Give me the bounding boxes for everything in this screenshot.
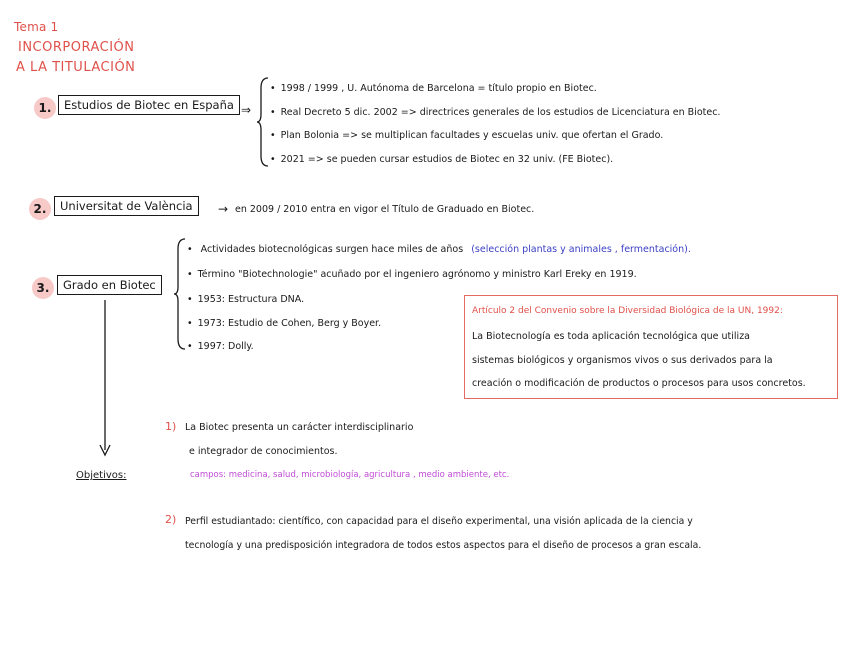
tema-label: Tema 1 — [14, 20, 59, 34]
objetivo2-number: 2) — [165, 513, 177, 526]
objetivo2-line1: Perfil estudiantado: científico, con capacidad para el diseño experimental, una visión aplicada de la ciencia y — [185, 516, 693, 527]
section1-item-3: • Plan Bolonia => se multiplican facultades y escuelas univ. que ofertan el Grado. — [270, 130, 663, 141]
section3-item-5: • 1997: Dolly. — [187, 341, 254, 352]
definition-line-2: sistemas biológicos y organismos vivos o sus derivados para la — [472, 355, 773, 366]
section3-item-4: • 1973: Estudio de Cohen, Berg y Boyer. — [187, 318, 381, 329]
section2-text: en 2009 / 2010 entra en vigor el Título de Graduado en Biotec. — [235, 204, 535, 215]
definition-line-3: creación o modificación de productos o procesos para usos concretos. — [472, 378, 806, 389]
objetivo2-line2: tecnología y una predisposición integradora de todos estos aspectos para el diseño de procesos a gran escala. — [185, 540, 702, 551]
section3-item-1 — [187, 244, 691, 255]
definition-line-1: La Biotecnología es toda aplicación tecnológica que utiliza — [472, 331, 751, 342]
objetivos-label: Objetivos: — [76, 470, 127, 481]
section3-item-1-paren: (selección plantas y animales , fermentación). — [471, 244, 691, 255]
down-arrow-icon — [98, 300, 112, 458]
section1-label-box: Estudios de Biotec en España — [58, 95, 240, 115]
section1-item-1: • 1998 / 1999 , U. Autónoma de Barcelona = título propio en Biotec. — [270, 83, 597, 94]
section2-label-box: Universitat de València — [54, 196, 199, 216]
section1-item-2: • Real Decreto 5 dic. 2002 => directrices generales de los estudios de Licenciatura en Biotec. — [270, 107, 720, 118]
page-title-line2: A LA TITULACIÓN — [16, 60, 136, 75]
section1-brace — [256, 76, 270, 168]
section3-item-2: • Término "Biotechnologie" acuñado por el ingeniero agrónomo y ministro Karl Ereky en 1919. — [187, 269, 637, 280]
objetivo1-campos: campos: medicina, salud, microbiología, agricultura , medio ambiente, etc. — [190, 470, 510, 480]
section3-item-1-main: Actividades biotecnológicas surgen hace miles de años — [200, 244, 464, 255]
section1-item-4: • 2021 => se pueden cursar estudios de Biotec en 32 univ. (FE Biotec). — [270, 154, 613, 165]
section2-number: 2. — [29, 198, 51, 220]
definition-title: Artículo 2 del Convenio sobre la Diversidad Biológica de la UN, 1992: — [472, 306, 783, 316]
section1-arrow: ⇒ — [241, 103, 252, 117]
page-title-line1: INCORPORACIÓN — [18, 40, 135, 55]
section1-number: 1. — [34, 97, 56, 119]
objetivo1-line2: e integrador de conocimientos. — [189, 446, 338, 457]
section3-number: 3. — [32, 277, 54, 299]
section2-arrow: → — [218, 202, 229, 216]
objetivo1-line1: La Biotec presenta un carácter interdisciplinario — [185, 422, 414, 433]
section3-brace — [173, 237, 187, 351]
section3-item-3: • 1953: Estructura DNA. — [187, 294, 304, 305]
section3-label-box: Grado en Biotec — [57, 275, 162, 295]
objetivo1-number: 1) — [165, 420, 177, 433]
